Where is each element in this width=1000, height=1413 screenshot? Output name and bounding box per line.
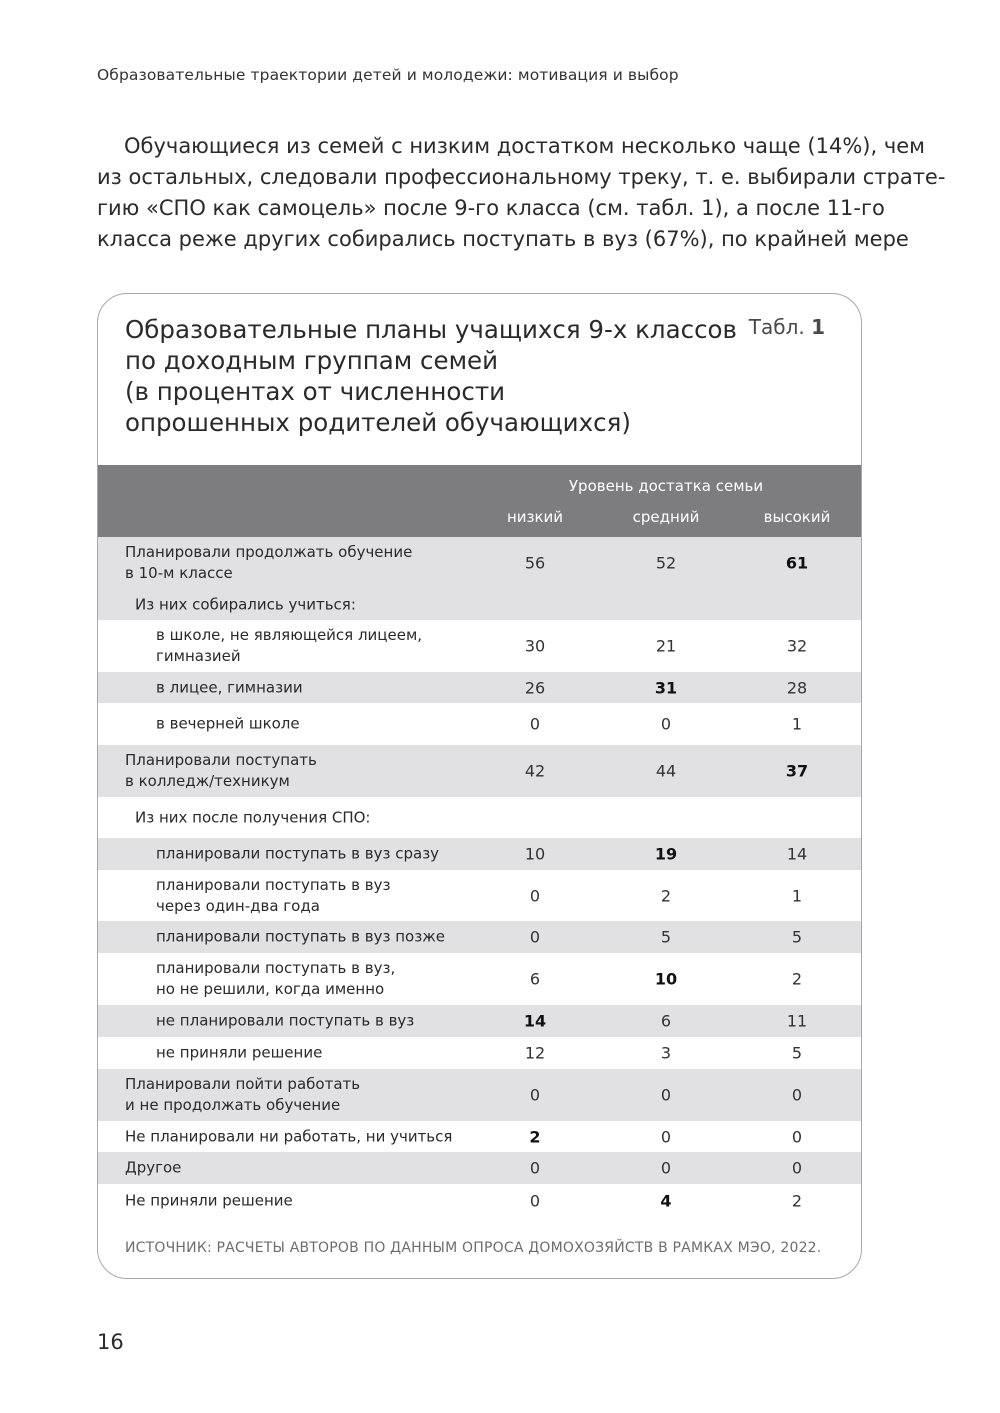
- row-label: [156, 875, 390, 917]
- body-line: из остальных, следовали профессиональному треку, т. е. выбирали страте-: [97, 165, 946, 189]
- cell-medium: 19: [654, 844, 678, 864]
- cell-medium: 52: [655, 553, 677, 573]
- cell-medium: 4: [660, 1191, 672, 1210]
- cell-low: 2: [529, 1127, 541, 1146]
- cell-medium: 5: [660, 927, 672, 947]
- row-label-line: Не планировали ни работать, ни учиться: [125, 1127, 453, 1145]
- table-row: [98, 870, 861, 921]
- row-label: [156, 677, 303, 698]
- cell-medium: 2: [660, 886, 672, 905]
- column-header-high: высокий: [763, 508, 831, 526]
- cell-medium: 44: [655, 761, 677, 781]
- table-source-note: ИСТОЧНИК: РАСЧЕТЫ АВТОРОВ ПО ДАННЫМ ОПРОСА ДОМОХОЗЯЙСТВ В РАМКАХ МЭО, 2022.: [125, 1240, 822, 1256]
- cell-high: 14: [786, 844, 808, 864]
- table-row: [98, 672, 861, 703]
- row-label-line: Планировали продолжать обучение: [125, 543, 413, 561]
- row-label-line: Планировали пойти работать: [125, 1075, 361, 1093]
- cell-low: 10: [524, 844, 546, 864]
- row-label: [156, 844, 439, 865]
- cell-high: 0: [791, 1158, 803, 1178]
- cell-low: 0: [529, 886, 541, 905]
- row-label-line: в школе, не являющейся лицеем,: [156, 626, 423, 644]
- cell-high: 5: [791, 927, 803, 947]
- row-label-line: в колледж/техникум: [125, 772, 290, 790]
- cell-low: 0: [529, 1158, 541, 1178]
- cell-high: 0: [791, 1127, 803, 1146]
- cell-low: 12: [524, 1043, 546, 1063]
- table-row: [98, 1184, 861, 1217]
- cell-medium: 0: [660, 1085, 672, 1105]
- cell-high: 11: [786, 1011, 808, 1031]
- body-line: гию «СПО как самоцель» после 9-го класса (см. табл. 1), а после 11-го: [97, 196, 885, 220]
- row-label: [156, 1011, 414, 1032]
- row-label-line: Планировали поступать: [125, 751, 317, 769]
- cell-medium: 6: [660, 1011, 672, 1031]
- cell-high: 37: [785, 761, 809, 781]
- cell-high: 1: [791, 886, 803, 905]
- table-title-line: (в процентах от численности: [125, 377, 506, 406]
- row-label-line: гимназией: [156, 647, 241, 665]
- cell-medium: 0: [660, 714, 672, 734]
- row-label-line: в вечерней школе: [156, 714, 300, 733]
- row-label-line: планировали поступать в вуз позже: [156, 927, 445, 946]
- cell-low: 30: [524, 636, 546, 656]
- cell-low: 0: [529, 714, 541, 734]
- cell-high: 28: [786, 678, 808, 697]
- cell-medium: 31: [654, 678, 678, 697]
- row-label-line: но не решили, когда именно: [156, 980, 385, 998]
- table-body: [98, 537, 861, 1217]
- table-row: [98, 1005, 861, 1037]
- table-header: [98, 465, 861, 537]
- cell-low: 14: [523, 1011, 547, 1031]
- cell-high: 32: [786, 636, 808, 656]
- cell-medium: 0: [660, 1158, 672, 1178]
- cell-low: 26: [524, 678, 546, 697]
- row-label: [156, 958, 395, 1000]
- row-label-line: и не продолжать обучение: [125, 1096, 341, 1114]
- row-label: [135, 807, 370, 828]
- row-label-line: Не приняли решение: [125, 1191, 293, 1209]
- row-label-line: планировали поступать в вуз,: [156, 959, 396, 977]
- table-label-prefix: Табл.: [748, 315, 805, 339]
- cell-high: 0: [791, 1085, 803, 1105]
- row-label-line: планировали поступать в вуз: [156, 875, 391, 894]
- cell-low: 42: [524, 761, 546, 781]
- body-line: класса реже других собирались поступать в вуз (67%), по крайней мере: [97, 227, 909, 251]
- table-row: [98, 921, 861, 953]
- row-label-line: через один-два года: [156, 896, 320, 915]
- table-row: [98, 745, 861, 797]
- cell-high: 2: [791, 1191, 803, 1210]
- table-title-line: опрошенных родителей обучающихся): [125, 408, 631, 437]
- table-row: [98, 537, 861, 589]
- page-number: 16: [97, 1330, 124, 1354]
- column-header-low: низкий: [506, 508, 564, 526]
- cell-medium: 10: [654, 969, 678, 989]
- row-label: [125, 750, 317, 792]
- table-row: [98, 797, 861, 838]
- cell-low: 56: [524, 553, 546, 573]
- running-head: Образовательные траектории детей и молодежи: мотивация и выбор: [97, 66, 679, 84]
- cell-medium: 3: [660, 1043, 672, 1063]
- table-row: [98, 953, 861, 1005]
- row-label: [125, 542, 412, 584]
- group-header: Уровень достатка семьи: [568, 477, 764, 495]
- row-label: [156, 927, 445, 948]
- table-title-line: Образовательные планы учащихся 9-х классов: [125, 315, 737, 344]
- column-header-medium: средний: [632, 508, 700, 526]
- row-label-line: Из них собирались учиться:: [135, 595, 356, 613]
- row-label: [156, 714, 300, 735]
- row-label: [156, 1043, 322, 1064]
- row-label-line: в лицее, гимназии: [156, 678, 303, 696]
- table-label: [749, 315, 825, 339]
- row-label: [125, 1126, 452, 1147]
- cell-high: 5: [791, 1043, 803, 1063]
- table-label-number: 1: [811, 315, 825, 339]
- table-card: [97, 293, 862, 1279]
- table-title-line: по доходным группам семей: [125, 346, 499, 375]
- table-row: [98, 1069, 861, 1121]
- row-label-line: в 10-м классе: [125, 564, 233, 582]
- cell-medium: 21: [655, 636, 677, 656]
- table-row: [98, 589, 861, 620]
- row-label-line: не планировали поступать в вуз: [156, 1011, 415, 1030]
- table-row: [98, 620, 861, 672]
- row-label-line: Из них после получения СПО:: [135, 808, 371, 826]
- row-label: [125, 1158, 181, 1179]
- table-row: [98, 1152, 861, 1184]
- table-row: [98, 1121, 861, 1152]
- row-label: [125, 1074, 360, 1116]
- row-label-line: планировали поступать в вуз сразу: [156, 844, 440, 863]
- table-row: [98, 838, 861, 870]
- cell-low: 6: [529, 969, 541, 989]
- row-label: [135, 594, 356, 615]
- table-title: [125, 314, 737, 438]
- cell-high: 1: [791, 714, 803, 734]
- row-label: [156, 625, 422, 667]
- row-label-line: не приняли решение: [156, 1043, 323, 1062]
- table-row: [98, 1037, 861, 1069]
- cell-medium: 0: [660, 1127, 672, 1146]
- cell-low: 0: [529, 1191, 541, 1210]
- table-row: [98, 703, 861, 745]
- cell-low: 0: [529, 1085, 541, 1105]
- cell-high: 2: [791, 969, 803, 989]
- body-paragraph: [97, 131, 946, 255]
- row-label: [125, 1190, 293, 1211]
- row-label-line: Другое: [125, 1158, 182, 1177]
- body-line: Обучающиеся из семей с низким достатком несколько чаще (14%), чем: [124, 134, 925, 158]
- cell-low: 0: [529, 927, 541, 947]
- cell-high: 61: [785, 553, 809, 573]
